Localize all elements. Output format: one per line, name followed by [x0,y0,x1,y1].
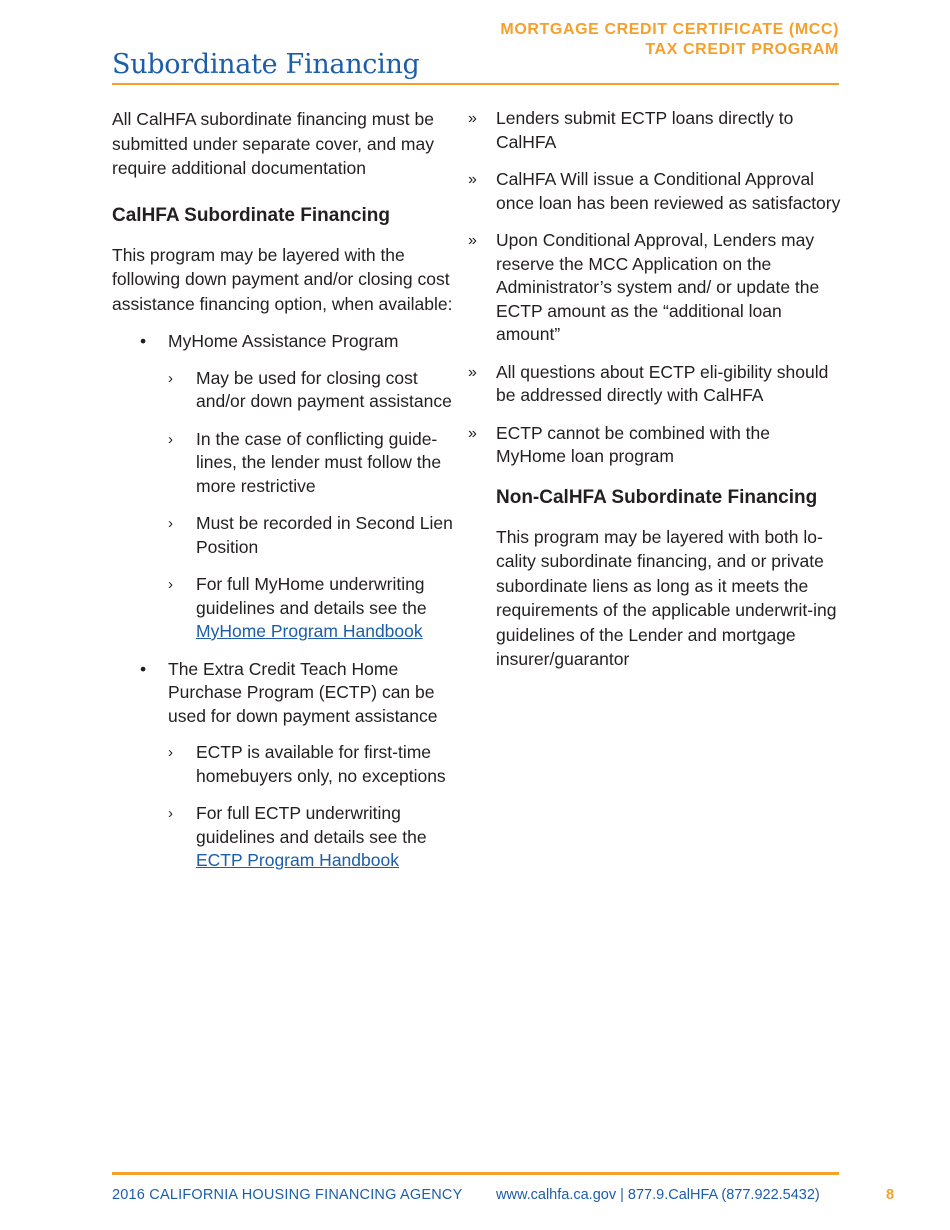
footer-contact: www.calhfa.ca.gov | 877.9.CalHFA (877.922.5432) [496,1187,820,1203]
calhfa-subordinate-heading: CalHFA Subordinate Financing [112,204,390,226]
footer-agency: 2016 CALIFORNIA HOUSING FINANCING AGENCY [112,1187,463,1203]
chevron-right-icon: › [168,430,173,448]
title-divider [112,83,839,85]
ectp-list-item [384,422,844,469]
footer-divider [112,1172,839,1175]
page-number: 8 [886,1187,895,1203]
bullet-label: MyHome Assistance Program [168,331,399,351]
bullet-dot-icon: • [140,331,147,351]
sub-item [112,802,457,873]
ectp-list-item [384,107,844,154]
chevron-right-icon: › [168,369,173,387]
ectp-list-item [384,361,844,408]
myhome-handbook-link[interactable]: MyHome Program Handbook [196,621,423,641]
non-calhfa-heading: Non-CalHFA Subordinate Financing [496,486,818,508]
sub-item [112,741,457,788]
ectp-list-text: All questions about ECTP eli-gibility should be addressed directly with CalHFA [496,361,829,405]
chevron-right-icon: › [168,744,173,761]
page-title: Subordinate Financing [112,49,420,80]
ectp-handbook-link[interactable]: ECTP Program Handbook [196,850,399,870]
chevron-right-icon: › [168,515,173,532]
double-chevron-icon: » [468,424,477,442]
sub-item-text: For full ECTP underwriting guidelines and details see the [196,803,427,847]
bullet-label: The Extra Credit Teach Home Purchase Program (ECTP) can be used for down payment assistance [168,658,438,726]
double-chevron-icon: » [468,110,477,127]
sub-item [112,512,457,559]
ectp-list-text: CalHFA Will issue a Conditional Approval once loan has been reviewed as satisfactory [496,169,841,213]
sub-item-text: Must be recorded in Second Lien Position [196,513,453,557]
program-header-line1: MORTGAGE CREDIT CERTIFICATE (MCC) [500,21,839,38]
double-chevron-icon: » [468,363,477,381]
double-chevron-icon: » [468,171,477,188]
sub-item-text: For full MyHome underwriting guidelines and details see the [196,574,427,618]
program-header [500,20,839,60]
ectp-list-text: ECTP cannot be combined with the MyHome loan program [496,422,771,466]
sub-item-text: ECTP is available for first-time homebuyers only, no exceptions [196,742,446,786]
right-column [468,107,844,672]
intro-paragraph: All CalHFA subordinate financing must be submitted under separate cover, and may require additional documentation [112,109,434,178]
chevron-right-icon: › [168,576,173,593]
program-header-line2: TAX CREDIT PROGRAM [645,41,839,58]
sub-item-text: May be used for closing cost and/or down payment assistance [196,367,452,411]
double-chevron-icon: » [468,232,477,249]
bullet-dot-icon: • [140,658,147,679]
ectp-list-text: Upon Conditional Approval, Lenders may reserve the MCC Application on the Administrator’s system and/ or update the ECTP amount as the “additional loan amount” [496,230,820,344]
sub-item [112,573,457,644]
ectp-list-item [384,229,844,347]
ectp-list-text: Lenders submit ECTP loans directly to CalHFA [496,108,794,152]
non-calhfa-paragraph: This program may be layered with both lo-cality subordinate financing, and or private subordinate liens as long as it meets the requirements of the applicable underwrit-ing guidelines of the Lender and mortgage insurer/guarantor [496,526,837,669]
chevron-right-icon: › [168,805,173,822]
ectp-list-item [384,168,844,215]
calhfa-subordinate-paragraph: This program may be layered with the following down payment and/or closing cost assistance financing option, when available: [112,244,453,314]
bullet-ectp [112,658,457,729]
sub-item-text: In the case of conflicting guide-lines, the lender must follow the more restrictive [196,428,442,496]
